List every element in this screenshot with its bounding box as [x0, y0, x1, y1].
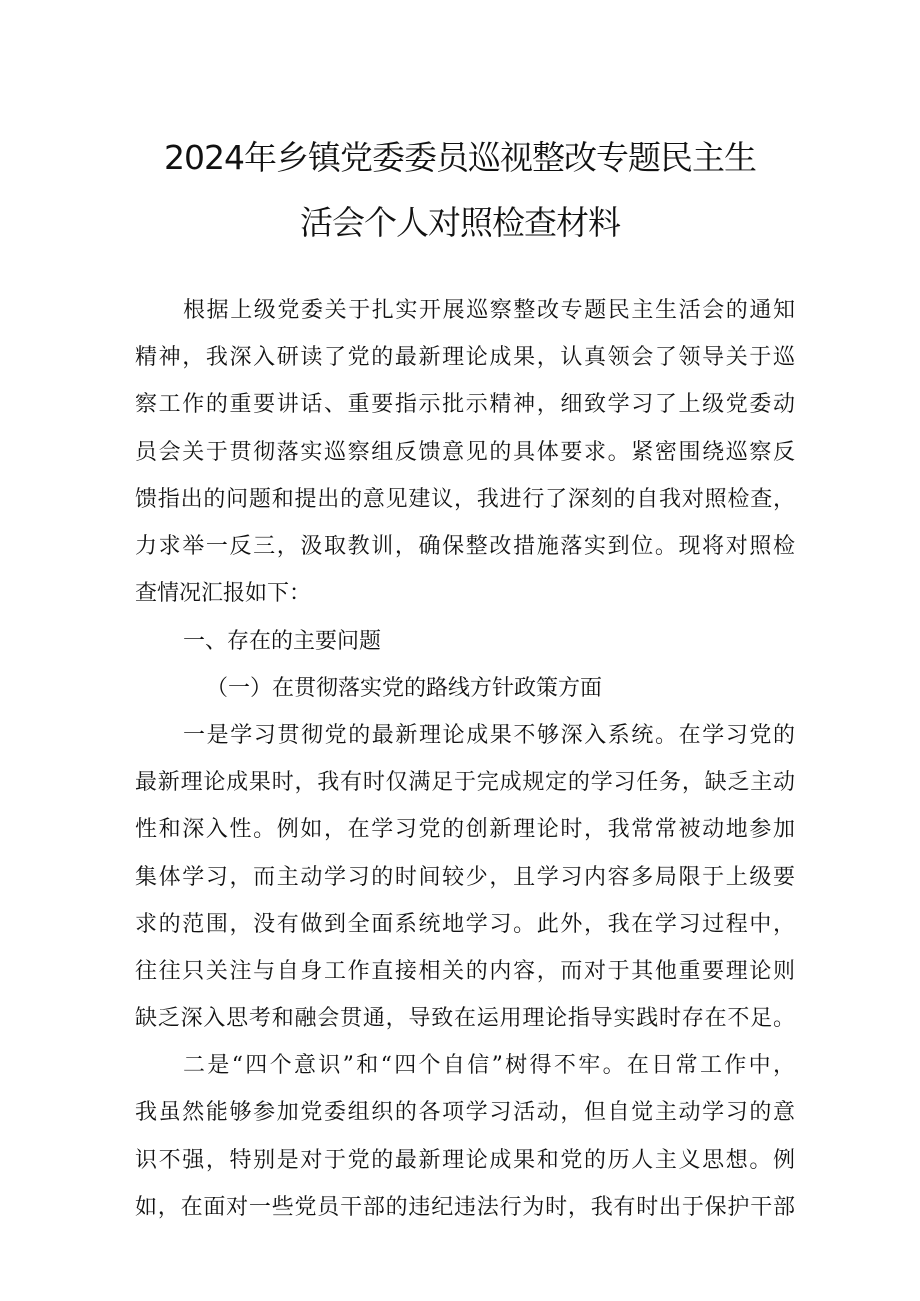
- point-1-line: 集体学习，而主动学习的时间较少，且学习内容多局限于上级要: [135, 865, 795, 890]
- document-title-line-1: 2024年乡镇党委委员巡视整改专题民主生: [164, 138, 756, 177]
- section-heading: 一、存在的主要问题: [183, 629, 382, 654]
- point-1-line: 最新理论成果时，我有时仅满足于完成规定的学习任务，缺乏主动: [135, 770, 795, 795]
- point-1-line: 缺乏深入思考和融会贯通，导致在运用理论指导实践时存在不足。: [135, 1006, 795, 1031]
- point-2-line: 我虽然能够参加党委组织的各项学习活动，但自觉主动学习的意: [135, 1100, 795, 1125]
- intro-line: 精神，我深入研读了党的最新理论成果，认真领会了领导关于巡: [135, 345, 795, 370]
- point-2-line: 识不强，特别是对于党的最新理论成果和党的历人主义思想。例: [135, 1148, 795, 1173]
- point-1-line: 往往只关注与自身工作直接相关的内容，而对于其他重要理论则: [135, 959, 795, 984]
- point-1-line: 求的范围，没有做到全面系统地学习。此外，我在学习过程中，: [135, 912, 795, 937]
- intro-line: 员会关于贯彻落实巡察组反馈意见的具体要求。紧密围绕巡察反: [135, 440, 795, 465]
- intro-line: 察工作的重要讲话、重要指示批示精神，细致学习了上级党委动: [135, 392, 795, 417]
- point-1-line: 性和深入性。例如，在学习党的创新理论时，我常常被动地参加: [135, 817, 795, 842]
- point-2-line: 如，在面对一些党员干部的违纪违法行为时，我有时出于保护干部: [135, 1195, 795, 1220]
- intro-line: 查情况汇报如下：: [135, 581, 312, 606]
- intro-line: 馈指出的问题和提出的意见建议，我进行了深刻的自我对照检查，: [135, 487, 795, 512]
- point-2-line: 二是“四个意识”和“四个自信”树得不牢。在日常工作中，: [183, 1053, 795, 1078]
- subsection-heading: （一）在贯彻落实党的路线方针政策方面: [206, 676, 603, 701]
- document-title-line-2: 活会个人对照检查材料: [300, 203, 620, 242]
- intro-line: 根据上级党委关于扎实开展巡察整改专题民主生活会的通知: [183, 298, 795, 323]
- point-1-line: 一是学习贯彻党的最新理论成果不够深入系统。在学习党的: [183, 723, 795, 748]
- intro-line: 力求举一反三，汲取教训，确保整改措施落实到位。现将对照检: [135, 534, 795, 559]
